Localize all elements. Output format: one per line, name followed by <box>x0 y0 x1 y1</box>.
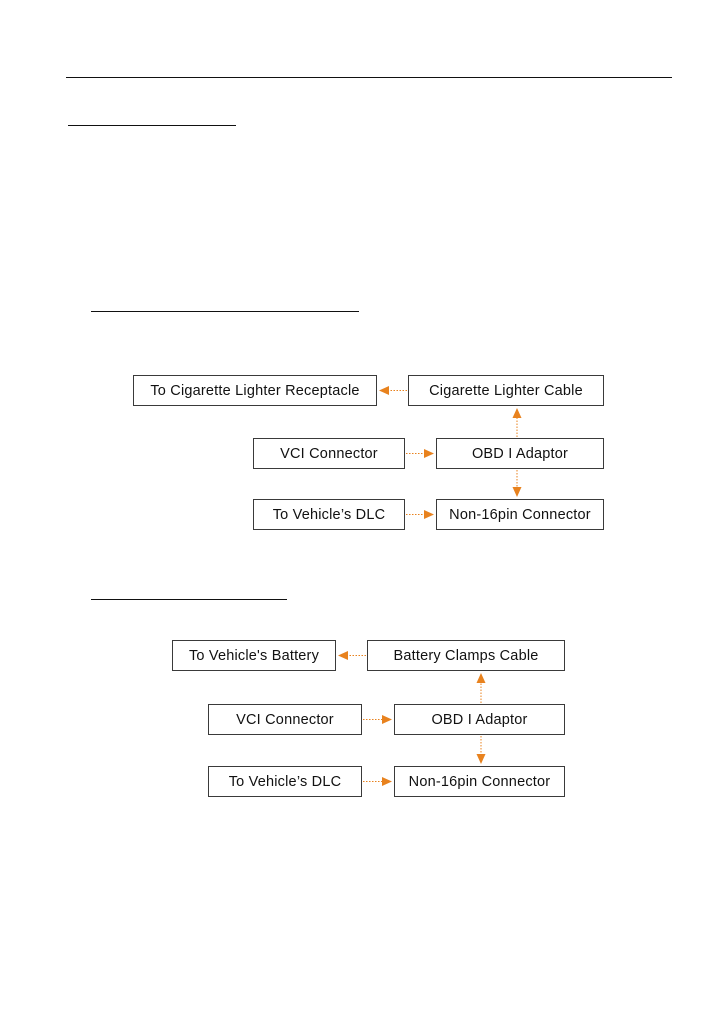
vci-connector-box: VCI Connector <box>208 704 362 735</box>
battery-clamps-cable-box: Battery Clamps Cable <box>367 640 565 671</box>
non-16pin-connector-box: Non-16pin Connector <box>394 766 565 797</box>
cigarette-lighter-cable-box: Cigarette Lighter Cable <box>408 375 604 406</box>
vci-connector-box: VCI Connector <box>253 438 405 469</box>
non-16pin-connector-box: Non-16pin Connector <box>436 499 604 530</box>
arrow-head-right <box>382 777 392 786</box>
arrow-head-right <box>424 449 434 458</box>
arrow-head-down <box>513 487 522 497</box>
cigarette-lighter-receptacle-box: To Cigarette Lighter Receptacle <box>133 375 377 406</box>
subsection-b-heading-underline <box>91 599 287 600</box>
vehicle-dlc-box: To Vehicle’s DLC <box>253 499 405 530</box>
vehicle-battery-box: To Vehicle's Battery <box>172 640 336 671</box>
arrow-head-left <box>379 386 389 395</box>
arrow-head-up <box>513 408 522 418</box>
obd-i-adaptor-box: OBD I Adaptor <box>394 704 565 735</box>
arrow-head-right <box>424 510 434 519</box>
arrow-head-right <box>382 715 392 724</box>
arrow-head-left <box>338 651 348 660</box>
section-heading-underline <box>68 125 236 126</box>
obd-i-adaptor-box: OBD I Adaptor <box>436 438 604 469</box>
header-rule <box>66 77 672 78</box>
vehicle-dlc-box: To Vehicle’s DLC <box>208 766 362 797</box>
subsection-a-heading-underline <box>91 311 359 312</box>
arrow-head-down <box>477 754 486 764</box>
arrow-head-up <box>477 673 486 683</box>
